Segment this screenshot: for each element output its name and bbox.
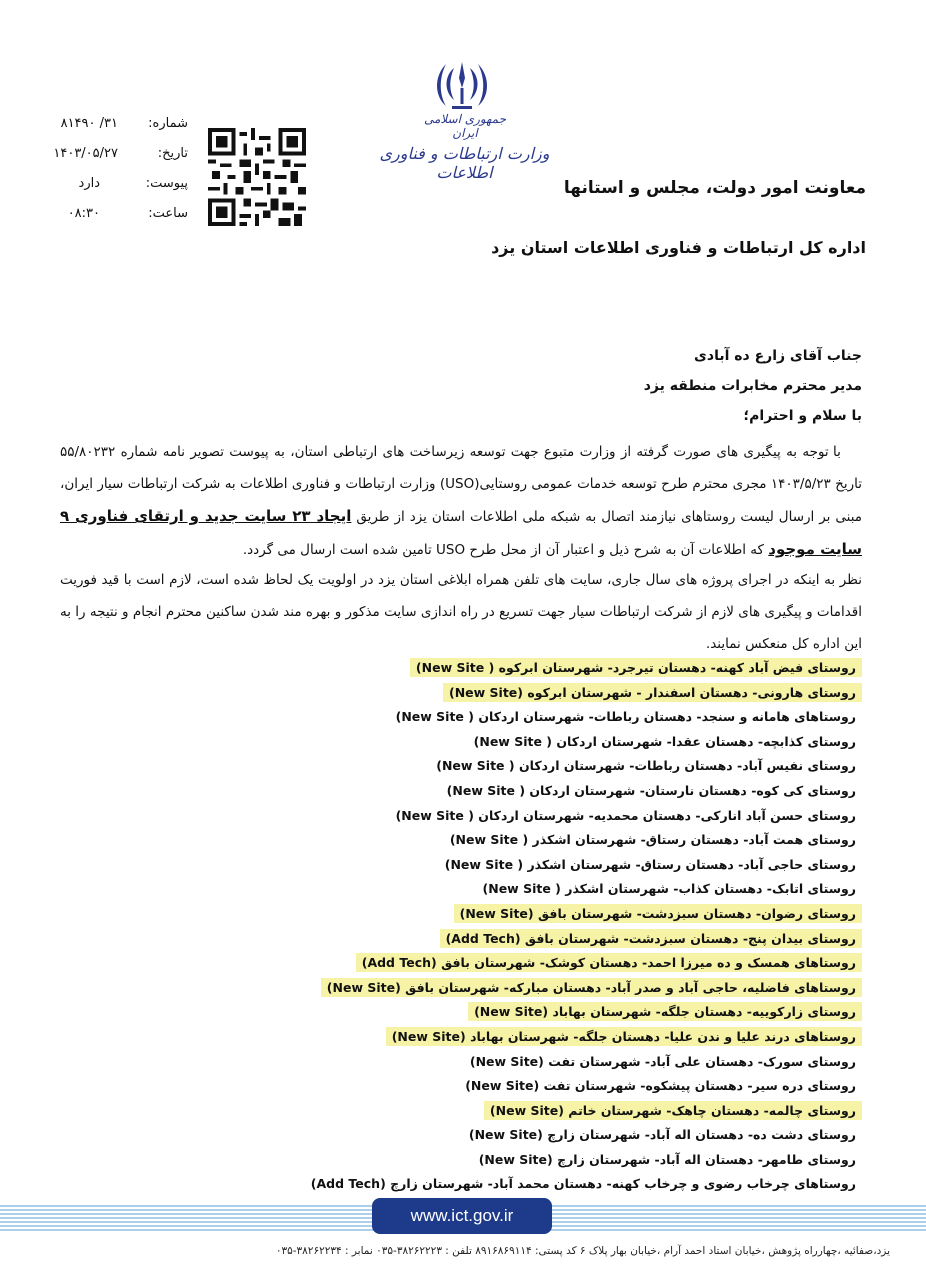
site-text: روستاهای همسک و ده میرزا احمد- دهستان کوشک- شهرستان بافق (Add Tech): [356, 953, 862, 972]
site-list-item: [242, 877, 862, 902]
site-list-item: [242, 1123, 862, 1148]
site-list-item: [242, 853, 862, 878]
site-list-item: [242, 1025, 862, 1050]
recipient-name: جناب آقای زارع ده آبادی: [694, 348, 862, 364]
site-text: روستای دشت ده- دهستان اله آباد- شهرستان زارچ (New Site): [468, 1127, 856, 1143]
office-title: اداره کل ارتباطات و فناوری اطلاعات استان یزد: [491, 238, 866, 257]
site-list-item: [242, 902, 862, 927]
sites-list: [242, 656, 862, 1197]
letter-number: [8, 116, 188, 138]
site-text: روستای کی کوه- دهستان نارستان- شهرستان اردکان ( New Site): [446, 782, 856, 798]
body-p1-start: با توجه به پیگیری های صورت گرفته از وزارت متبوع جهت توسعه زیرساخت های ارتباطی استان، به پیوست تصویر نامه شماره ۵۵/۸۰۲۳۲ تاریخ ۱۴۰۳/۵/۲۳ مجری محترم طرح توسعه خدمات عمومی روستایی(USO) وزارت ارتباطات و فناوری اطلاعات به شرکت ارتباطات سیار ایران، مبنی بر ارسال لیست روستاهای نیازمند اتصال به شبکه ملی اطلاعات استان یزد از طریق: [60, 444, 863, 525]
site-text: روستاهای فاضلیه، حاجی آباد و صدر آباد- دهستان مبارکه- شهرستان بافق (New Site): [321, 978, 862, 997]
site-list-item: [242, 1074, 862, 1099]
site-text: روستای بیدان پنج- دهستان سبزدشت- شهرستان بافق (Add Tech): [440, 929, 862, 948]
site-list-item: [242, 804, 862, 829]
site-text: روستای سورک- دهستان علی آباد- شهرستان تفت (New Site): [469, 1053, 856, 1069]
site-text: روستای اتابک- دهستان کذاب- شهرستان اشکذر ( New Site): [482, 881, 856, 897]
site-text: روستای هارونی- دهستان اسفندار - شهرستان ابرکوه (New Site): [443, 683, 862, 702]
site-list-item: [242, 1172, 862, 1197]
site-list-item: [242, 951, 862, 976]
number-label: شماره:: [148, 116, 188, 131]
site-list-item: [242, 828, 862, 853]
number-value: ۳۱/ ۸۱۴۹۰: [60, 116, 118, 131]
site-text: روستای دره سیر- دهستان پیشکوه- شهرستان تفت (New Site): [465, 1078, 856, 1094]
site-text: روستای زارکوییه- دهستان جلگه- شهرستان بهاباد (New Site): [468, 1002, 862, 1021]
site-text: روستای فیض آباد کهنه- دهستان تیرجرد- شهرستان ابرکوه ( New Site): [410, 658, 862, 677]
site-list-item: [242, 754, 862, 779]
letter-date: [8, 146, 188, 168]
attachment-label: پیوست:: [145, 176, 188, 191]
emblem-logo: [432, 58, 492, 114]
site-text: روستاهای هامانه و سنجد- دهستان رباطات- شهرستان اردکان ( New Site): [395, 709, 856, 725]
body-paragraph-1: [60, 436, 862, 566]
date-value: ۱۴۰۳/۰۵/۲۷: [53, 146, 118, 161]
site-text: روستای کذابچه- دهستان عقدا- شهرستان اردکان ( New Site): [473, 733, 856, 749]
site-list-item: [242, 976, 862, 1001]
department-title: معاونت امور دولت، مجلس و استانها: [563, 178, 866, 198]
letter-time: [8, 206, 188, 228]
republic-label: جمهوری اسلامی ایران: [423, 112, 507, 140]
site-text: روستای رضوان- دهستان سبزدشت- شهرستان بافق (New Site): [454, 904, 862, 923]
site-list-item: [242, 681, 862, 706]
site-list-item: [242, 1050, 862, 1075]
footer-address: یزد،صفائیه ،چهارراه پژوهش ،خیابان استاد احمد آرام ،خیابان بهار پلاک ۶ کد پستی: ۸۹۱۶۸۶۹۱۱۴ تلفن : ۳۸۲۶۲۲۲۳-۰۳۵ نمابر : ۳۸۲۶۲۲۳۴-۰۳۵: [275, 1245, 890, 1257]
ministry-label: وزارت ارتباطات و فناوری اطلاعات: [379, 144, 550, 182]
site-text: روستای طامهر- دهستان اله آباد- شهرستان زارچ (New Site): [478, 1151, 856, 1167]
website-link[interactable]: www.ict.gov.ir: [372, 1198, 552, 1234]
time-value: ۰۸:۳۰: [67, 206, 100, 221]
site-list-item: [242, 1000, 862, 1025]
letter-attachment: [8, 176, 188, 198]
site-list-item: [242, 730, 862, 755]
site-list-item: [242, 927, 862, 952]
body-paragraph-2: [60, 564, 862, 660]
site-text: روستاهای درند علیا و ندن علیا- دهستان جلگه- شهرستان بهاباد (New Site): [386, 1027, 862, 1046]
site-list-item: [242, 1148, 862, 1173]
greeting: با سلام و احترام؛: [743, 408, 862, 424]
site-text: روستاهای چرخاب رضوی و چرخاب کهنه- دهستان محمد آباد- شهرستان زارچ (Add Tech): [310, 1176, 856, 1192]
site-text: روستای حسن آباد انارکی- دهستان محمدیه- شهرستان اردکان ( New Site): [395, 807, 856, 823]
site-text: روستای چالمه- دهستان چاهک- شهرستان خاتم (New Site): [484, 1101, 862, 1120]
date-label: تاریخ:: [157, 146, 188, 161]
site-text: روستای حاجی آباد- دهستان رستاق- شهرستان اشکذر ( New Site): [444, 856, 856, 872]
body-p2-text: نظر به اینکه در اجرای پروژه های سال جاری، سایت های تلفن همراه ابلاغی استان یزد در اولویت یک لحاظ شده است، لازم است با قید فوریت اقدامات و پیگیری های لازم از شرکت ارتباطات سیار جهت تسریع در راه اندازی سایت مذکور و بهره مند شدن ساکنین محترم انجام و نتیجه را به این اداره کل منعکس نمایند.: [60, 572, 862, 652]
attachment-value: دارد: [78, 176, 100, 191]
qr-code: [208, 128, 306, 226]
site-list-item: [242, 705, 862, 730]
site-list-item: [242, 779, 862, 804]
site-list-item: [242, 656, 862, 681]
site-text: روستای همت آباد- دهستان رستاق- شهرستان اشکذر ( New Site): [449, 832, 856, 848]
body-p1-emphasis: ایجاد ۲۳ سایت جدید و ارتقای فناوری ۹ سایت موجود: [60, 507, 862, 558]
site-list-item: [242, 1099, 862, 1124]
site-text: روستای نفیس آباد- دهستان رباطات- شهرستان اردکان ( New Site): [436, 758, 856, 774]
body-p1-end: که اطلاعات آن به شرح ذیل و اعتبار آن از محل طرح USO تامین شده است ارسال می گردد.: [242, 542, 764, 558]
time-label: ساعت:: [148, 206, 188, 221]
recipient-title: مدیر محترم مخابرات منطقه یزد: [643, 378, 862, 394]
